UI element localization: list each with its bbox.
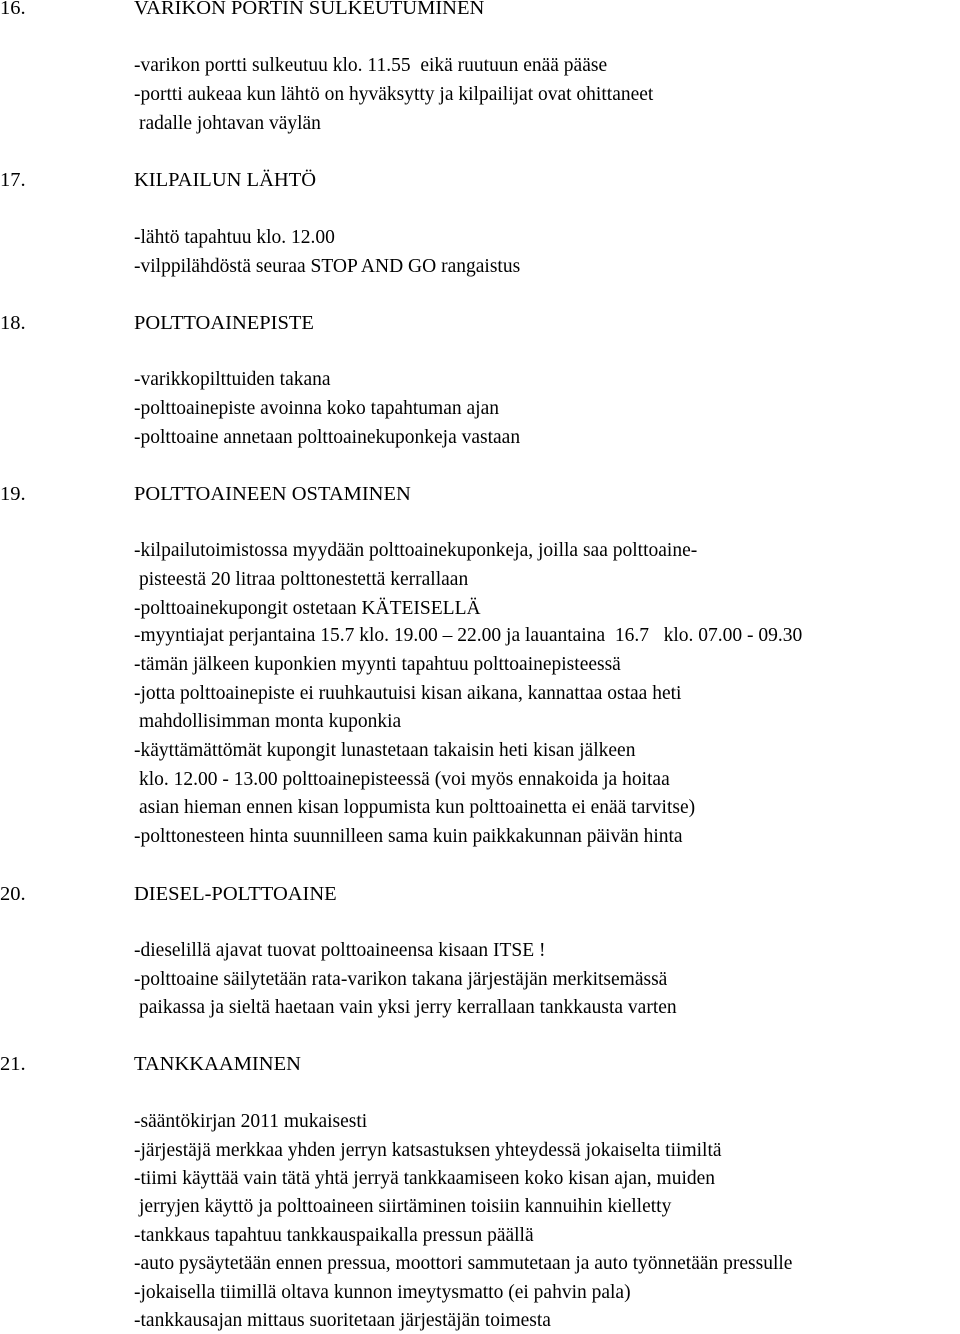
- section-number: 18.: [0, 312, 26, 334]
- section-16-line: radalle johtavan väylän: [139, 113, 321, 134]
- section-19-line: -polttonesteen hinta suunnilleen sama kuin paikkakunnan päivän hinta: [134, 826, 683, 847]
- section-17-line: -vilppilähdöstä seuraa STOP AND GO rangaistus: [134, 256, 521, 277]
- section-21-line: jerryjen käyttö ja polttoaineen siirtäminen toisiin kannuihin kielletty: [139, 1196, 672, 1217]
- section-number: 16.: [0, 0, 26, 19]
- section-19-line: -kilpailutoimistossa myydään polttoainekuponkeja, joilla saa polttoaine-: [134, 540, 698, 561]
- section-21-line: -järjestäjä merkkaa yhden jerryn katsastuksen yhteydessä jokaiselta tiimiltä: [134, 1140, 722, 1161]
- section-21-line: -sääntökirjan 2011 mukaisesti: [134, 1111, 368, 1132]
- section-20-heading: [0, 884, 960, 908]
- section-title: DIESEL-POLTTOAINE: [134, 883, 337, 905]
- section-20-line: paikassa ja sieltä haetaan vain yksi jerry kerrallaan tankkausta varten: [139, 997, 677, 1018]
- section-21-line: -tankkausajan mittaus suoritetaan järjestäjän toimesta: [134, 1310, 551, 1331]
- section-17-line: -lähtö tapahtuu klo. 12.00: [134, 227, 335, 248]
- section-18-line: -polttoainepiste avoinna koko tapahtuman ajan: [134, 398, 499, 419]
- section-16-line: -portti aukeaa kun lähtö on hyväksytty ja kilpailijat ovat ohittaneet: [134, 84, 654, 105]
- section-19-line: -myyntiajat perjantaina 15.7 klo. 19.00 – 22.00 ja lauantaina 16.7 klo. 07.00 - 09.30: [134, 625, 803, 646]
- section-title: POLTTOAINEEN OSTAMINEN: [134, 483, 411, 505]
- section-title: VARIKON PORTIN SULKEUTUMINEN: [134, 0, 485, 19]
- section-16-line: -varikon portti sulkeutuu klo. 11.55 eikä ruutuun enää pääse: [134, 55, 608, 76]
- section-number: 19.: [0, 483, 26, 505]
- section-21-line: -auto pysäytetään ennen pressua, moottori sammutetaan ja auto työnnetään pressulle: [134, 1253, 793, 1274]
- section-19-line: -polttoainekupongit ostetaan KÄTEISELLÄ: [134, 598, 481, 619]
- section-19-line: klo. 12.00 - 13.00 polttoainepisteessä (voi myös ennakoida ja hoitaa: [139, 769, 670, 790]
- section-19-line: mahdollisimman monta kuponkia: [139, 711, 402, 732]
- section-number: 17.: [0, 169, 26, 191]
- section-number: 21.: [0, 1053, 26, 1075]
- section-18-heading: [0, 313, 960, 337]
- section-title: KILPAILUN LÄHTÖ: [134, 169, 317, 191]
- section-18-line: -polttoaine annetaan polttoainekuponkeja vastaan: [134, 427, 521, 448]
- section-number: 20.: [0, 883, 26, 905]
- section-20-line: -polttoaine säilytetään rata-varikon takana järjestäjän merkitsemässä: [134, 969, 668, 990]
- section-19-heading: [0, 484, 960, 508]
- section-19-line: -käyttämättömät kupongit lunastetaan takaisin heti kisan jälkeen: [134, 740, 636, 761]
- section-21-line: -jokaisella tiimillä oltava kunnon imeytysmatto (ei pahvin pala): [134, 1282, 631, 1303]
- section-title: POLTTOAINEPISTE: [134, 312, 314, 334]
- section-21-heading: [0, 1054, 960, 1078]
- section-21-line: -tiimi käyttää vain tätä yhtä jerryä tankkaamiseen koko kisan ajan, muiden: [134, 1168, 716, 1189]
- section-17-heading: [0, 170, 960, 194]
- section-title: TANKKAAMINEN: [134, 1053, 301, 1075]
- section-21-line: -tankkaus tapahtuu tankkauspaikalla pressun päällä: [134, 1225, 534, 1246]
- section-19-line: -jotta polttoainepiste ei ruuhkautuisi kisan aikana, kannattaa ostaa heti: [134, 683, 682, 704]
- section-16-heading: [0, 0, 960, 22]
- section-19-line: asian hieman ennen kisan loppumista kun polttoainetta ei enää tarvitse): [139, 797, 696, 818]
- section-19-line: -tämän jälkeen kuponkien myynti tapahtuu polttoainepisteessä: [134, 654, 621, 675]
- section-19-line: pisteestä 20 litraa polttonestettä kerrallaan: [139, 569, 469, 590]
- section-18-line: -varikkopilttuiden takana: [134, 369, 331, 390]
- section-20-line: -dieselillä ajavat tuovat polttoaineensa kisaan ITSE !: [134, 940, 546, 961]
